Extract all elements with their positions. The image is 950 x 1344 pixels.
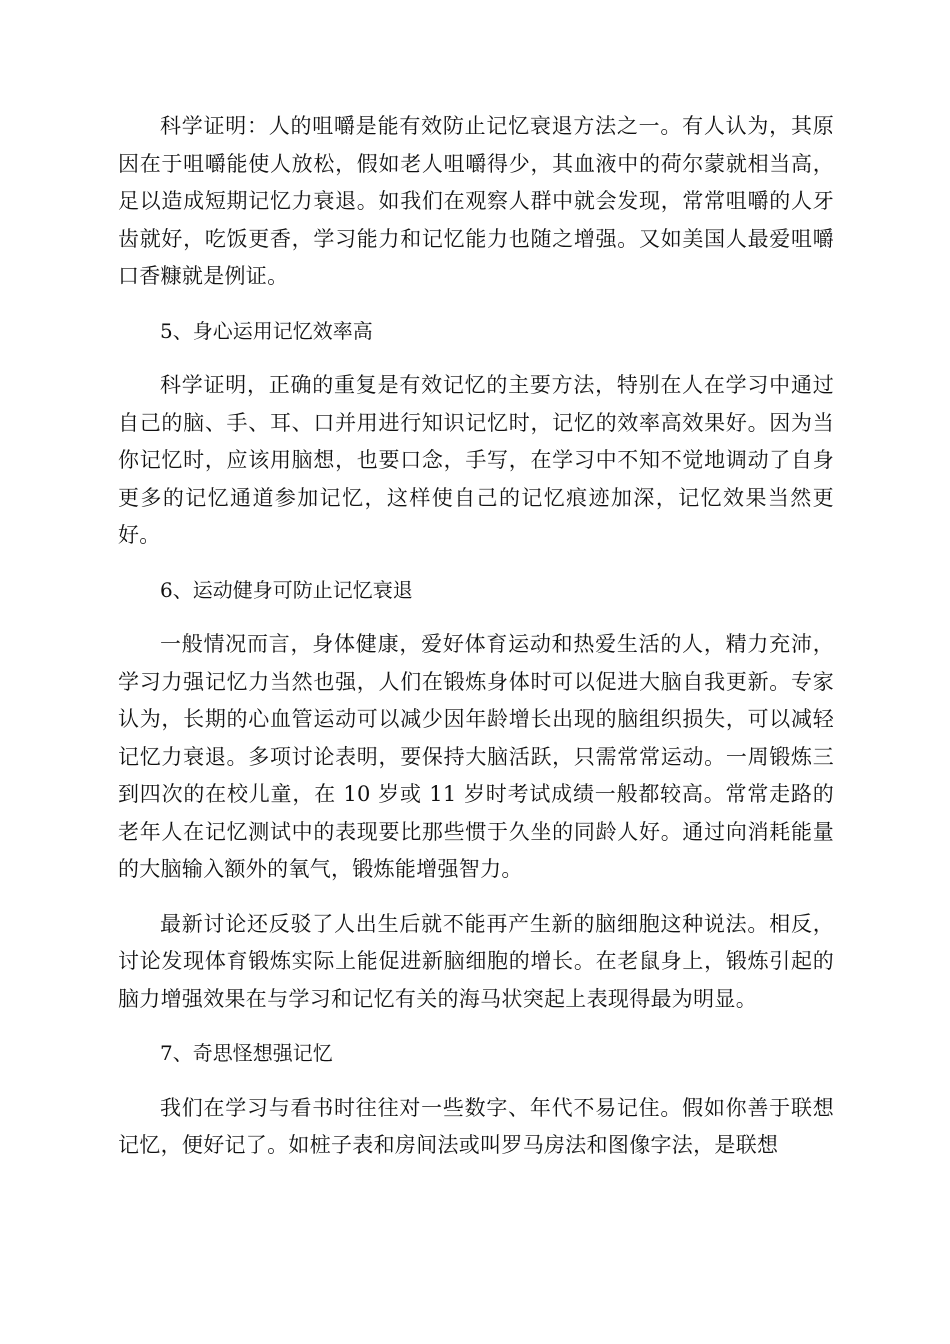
heading-section-5: 5、身心运用记忆效率高 bbox=[160, 318, 373, 343]
paragraph-new-research: 最新讨论还反驳了人出生后就不能再产生新的脑细胞这种说法。相反，讨论发现体育锻炼实际上能促进新脑细胞的增长。在老鼠身上，锻炼引起的脑力增强效果在与学习和记忆有关的海马状突起上表现得最为明显。 bbox=[118, 911, 834, 1011]
document-page bbox=[118, 108, 834, 1182]
paragraph-repetition: 科学证明，正确的重复是有效记忆的主要方法，特别在人在学习中通过自己的脑、手、耳、口并用进行知识记忆时，记忆的效率高效果好。因为当你记忆时，应该用脑想，也要口念，手写，在学习中不知不觉地调动了自身更多的记忆通道参加记忆，这样使自己的记忆痕迹加深，记忆效果当然更好。 bbox=[118, 373, 834, 547]
heading-section-6: 6、运动健身可防止记忆衰退 bbox=[160, 577, 413, 602]
paragraph-exercise: 一般情况而言，身体健康，爱好体育运动和热爱生活的人，精力充沛，学习力强记忆力当然也强，人们在锻炼身体时可以促进大脑自我更新。专家认为，长期的心血管运动可以减少因年龄增长出现的脑组织损失，可以减轻记忆力衰退。多项讨论表明，要保持大脑活跃，只需常常运动。一周锻炼三到四次的在校儿童，在 10 岁或 11 岁时考试成绩一般都较高。常常走路的老年人在记忆测试中的表现要比那些惯于久坐的同龄人好。通过向消耗能量的大脑输入额外的氧气，锻炼能增强智力。 bbox=[118, 632, 834, 881]
heading-section-7: 7、奇思怪想强记忆 bbox=[160, 1041, 333, 1065]
paragraph-chewing: 科学证明：人的咀嚼是能有效防止记忆衰退方法之一。有人认为，其原因在于咀嚼能使人放松，假如老人咀嚼得少，其血液中的荷尔蒙就相当高，足以造成短期记忆力衰退。如我们在观察人群中就会发现，常常咀嚼的人牙齿就好，吃饭更香，学习能力和记忆能力也随之增强。又如美国人最爱咀嚼口香糠就是例证。 bbox=[118, 114, 834, 288]
paragraph-association: 我们在学习与看书时往往对一些数字、年代不易记住。假如你善于联想记忆，便好记了。如桩子表和房间法或叫罗马房法和图像字法，是联想 bbox=[118, 1095, 834, 1157]
